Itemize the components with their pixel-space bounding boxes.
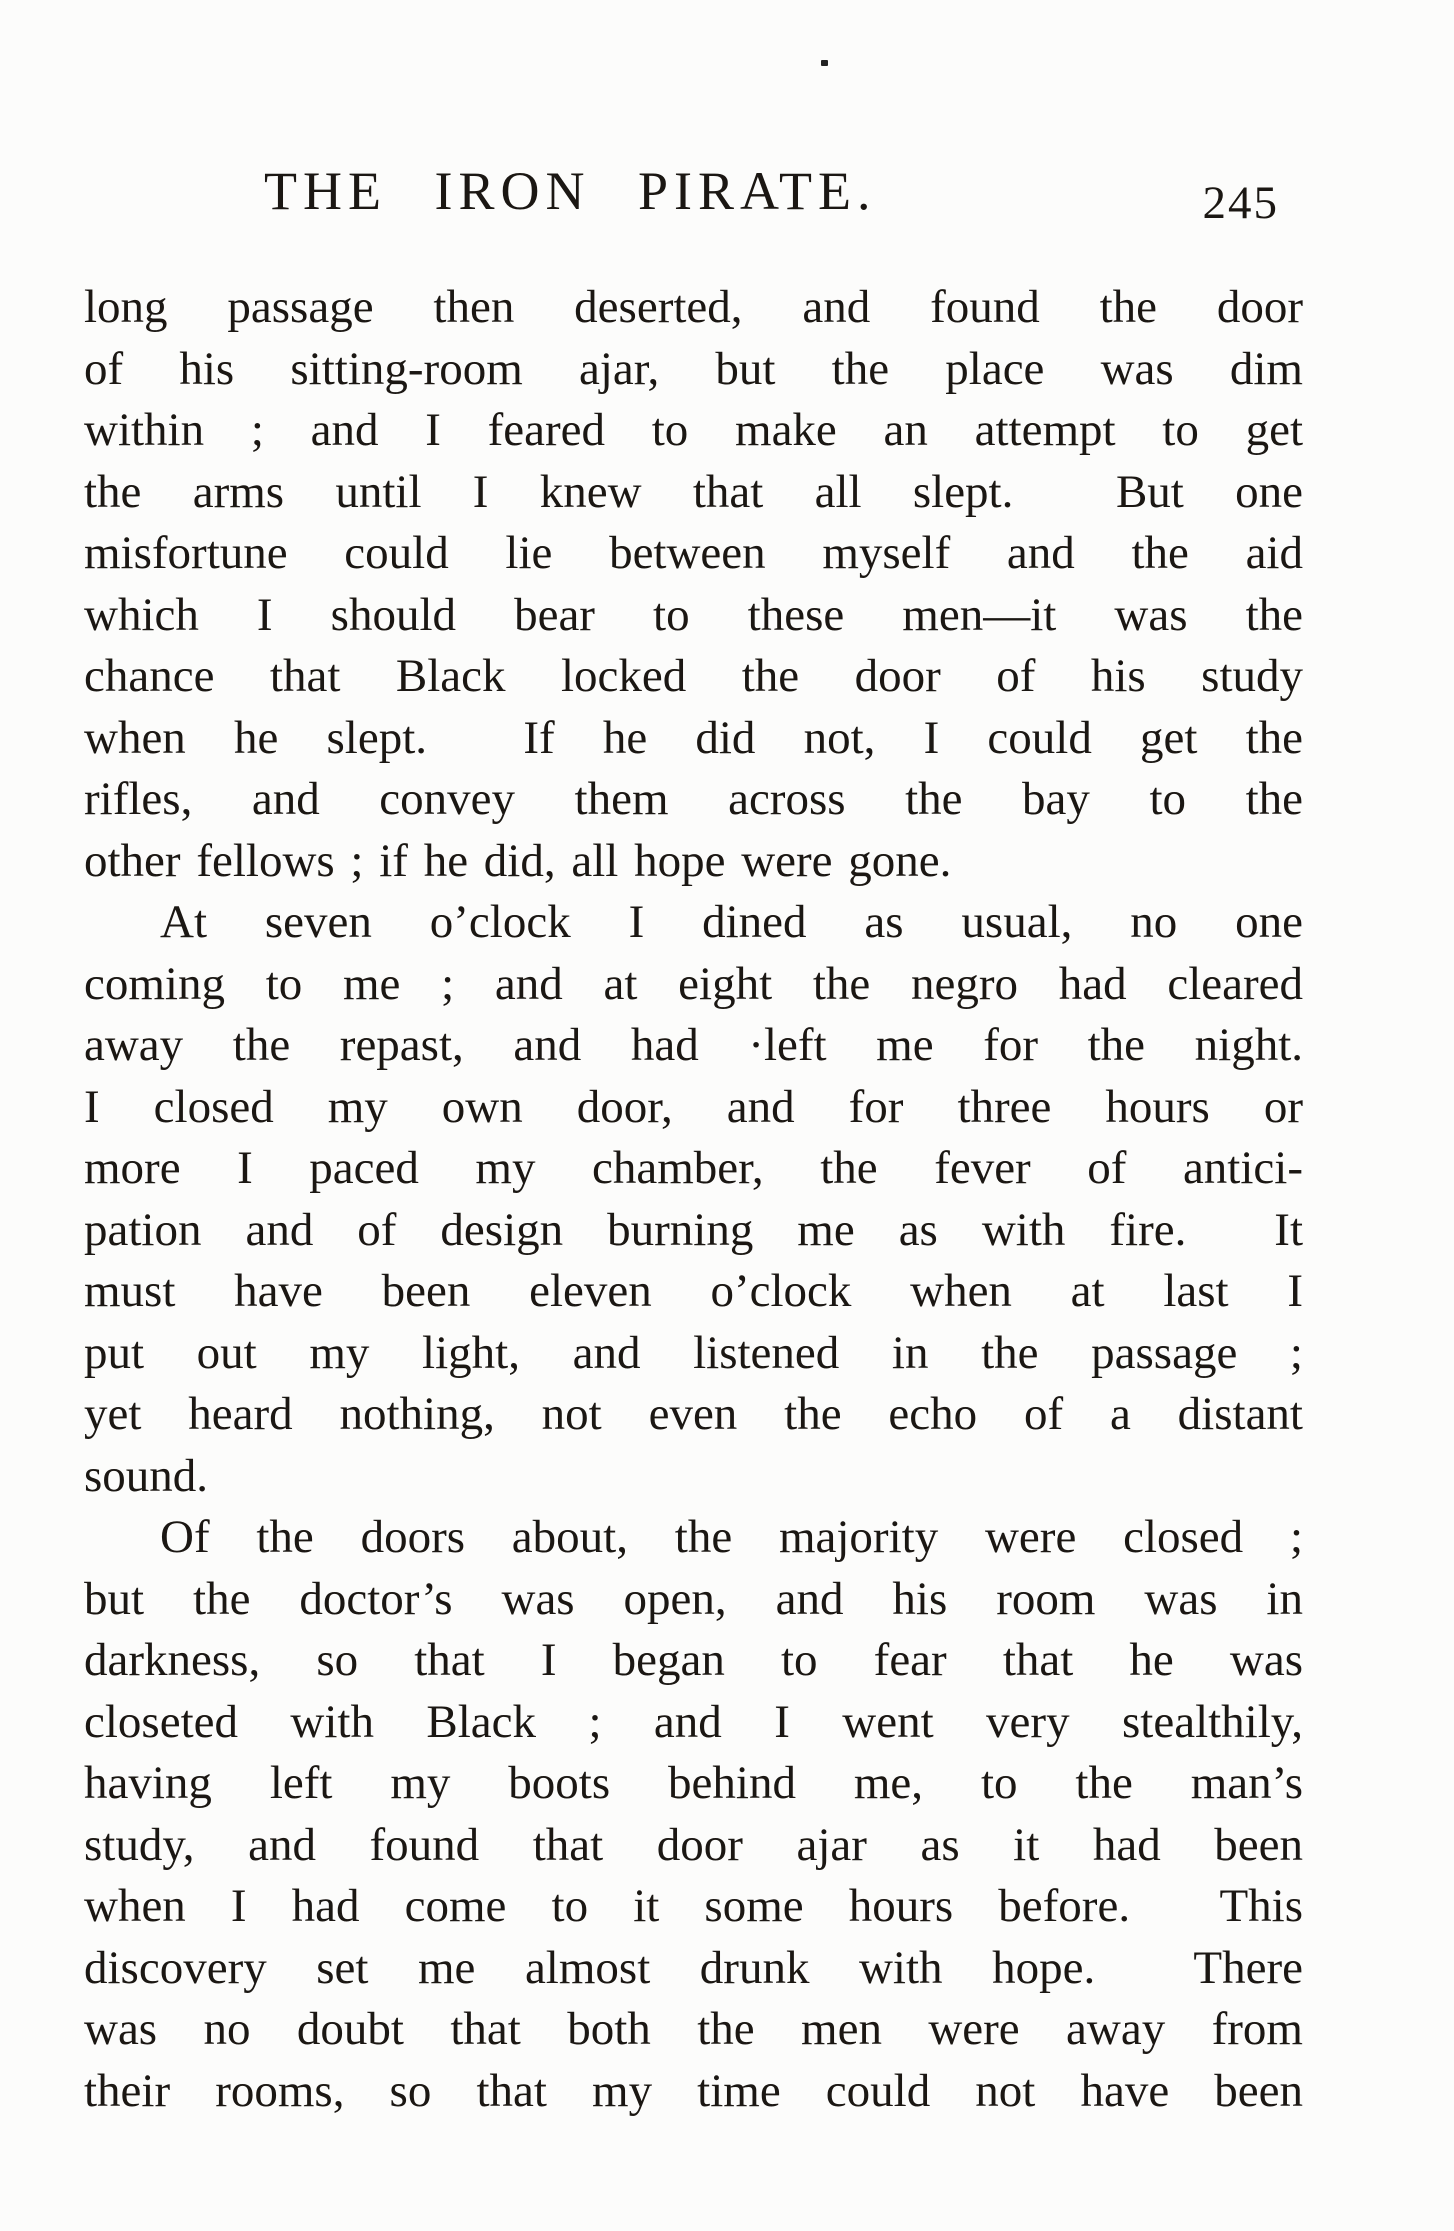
text-line: away the repast, and had ·left me for the night.: [84, 1019, 1303, 1071]
text-line: having left my boots behind me, to the man’s: [84, 1757, 1303, 1809]
text-line: yet heard nothing, not even the echo of a distant: [84, 1388, 1303, 1440]
text-line: study, and found that door ajar as it had been: [84, 1818, 1303, 1871]
text-line: when he slept. If he did not, I could get the: [84, 711, 1303, 764]
text-line: At seven o’clock I dined as usual, no one: [160, 896, 1303, 948]
text-line: coming to me ; and at eight the negro had cleared: [84, 957, 1303, 1010]
text-line: when I had come to it some hours before. This: [84, 1880, 1303, 1932]
text-line: of his sitting-room ajar, but the place was dim: [84, 342, 1303, 395]
text-line: closeted with Black ; and I went very stealthily,: [84, 1695, 1303, 1748]
page-header-title: THE IRON PIRATE.: [264, 161, 877, 221]
text-line: chance that Black locked the door of his study: [84, 650, 1303, 702]
text-line: must have been eleven o’clock when at last I: [84, 1265, 1303, 1317]
text-line: sound.: [84, 1449, 209, 1502]
text-line: put out my light, and listened in the passage ;: [84, 1326, 1303, 1379]
text-line: long passage then deserted, and found the door: [84, 281, 1303, 333]
text-line: more I paced my chamber, the fever of antici-: [84, 1142, 1303, 1194]
text-line: was no doubt that both the men were away from: [84, 2003, 1303, 2055]
ink-speck: [821, 60, 828, 66]
text-line: but the doctor’s was open, and his room was in: [84, 1572, 1303, 1625]
text-line: I closed my own door, and for three hours or: [84, 1080, 1303, 1133]
text-line: discovery set me almost drunk with hope. There: [84, 1941, 1303, 1994]
text-line: other fellows ; if he did, all hope were gone.: [84, 834, 952, 887]
page-number: 245: [1202, 177, 1279, 229]
text-line: Of the doors about, the majority were closed ;: [160, 1511, 1303, 1563]
text-line: misfortune could lie between myself and the aid: [84, 527, 1303, 579]
text-line: darkness, so that I began to fear that he was: [84, 1634, 1303, 1686]
text-line: the arms until I knew that all slept. But one: [84, 465, 1303, 518]
text-line: pation and of design burning me as with fire. It: [84, 1203, 1303, 1256]
body-text: [84, 277, 1303, 2122]
text-line: their rooms, so that my time could not have been: [84, 2064, 1303, 2117]
text-line: within ; and I feared to make an attempt to get: [84, 404, 1303, 456]
running-header: [84, 160, 1303, 240]
text-line: rifles, and convey them across the bay to the: [84, 773, 1303, 825]
text-line: which I should bear to these men—it was the: [84, 588, 1303, 641]
